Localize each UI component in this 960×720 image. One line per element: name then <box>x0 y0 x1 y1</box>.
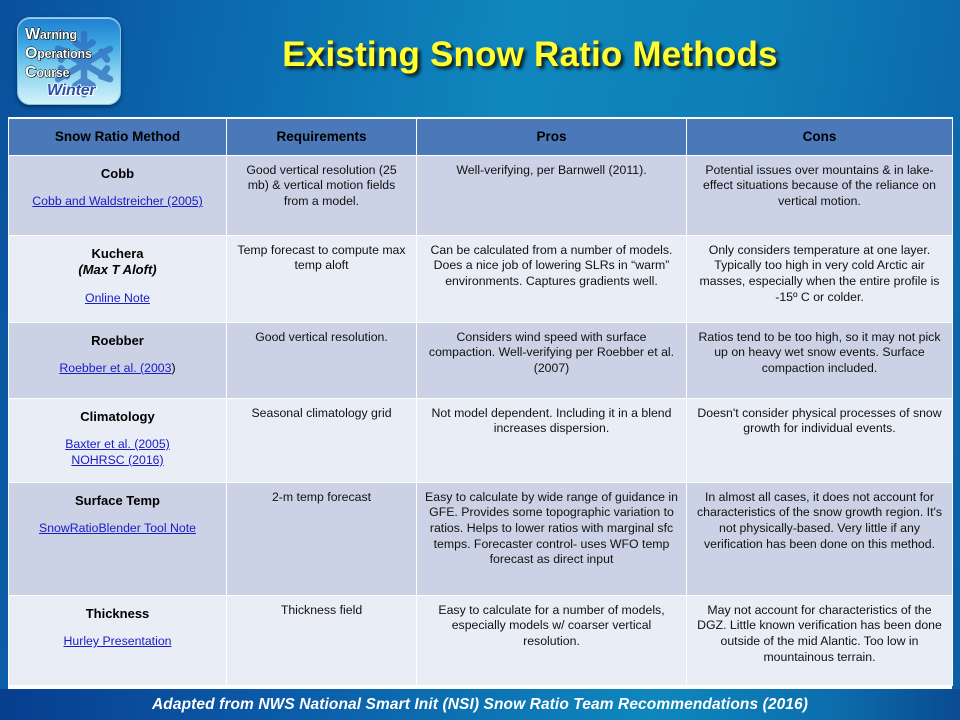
cell-method <box>9 322 227 398</box>
cell-cons: In almost all cases, it does not account for characteristics of the snow growth region. It's not physically-based. Very little if any verification has been done on this method. <box>687 482 953 595</box>
page-title: Existing Snow Ratio Methods <box>282 35 778 74</box>
method-links <box>17 194 218 210</box>
cell-requirements: 2-m temp forecast <box>227 482 417 595</box>
method-name: Cobb <box>100 165 135 181</box>
cell-method <box>9 235 227 322</box>
table-row <box>9 398 953 482</box>
method-links <box>17 521 218 537</box>
cell-pros: Can be calculated from a number of models. Does a nice job of lowering SLRs in “warm” environments. Captures gradients well. <box>417 235 687 322</box>
method-reference-link[interactable]: SnowRatioBlender Tool Note <box>39 521 196 536</box>
logo-wordmark <box>25 24 117 102</box>
column-header-pros: Pros <box>417 118 687 155</box>
column-header-cons: Cons <box>687 118 953 155</box>
cell-requirements: Good vertical resolution. <box>227 322 417 398</box>
logo-line-operations: Operations <box>25 45 92 62</box>
column-header-method: Snow Ratio Method <box>9 118 227 155</box>
slide-header <box>0 0 960 112</box>
cell-method <box>9 398 227 482</box>
cell-cons: Potential issues over mountains & in lake-effect situations because of the reliance on vertical motion. <box>687 155 953 235</box>
method-links <box>17 437 218 468</box>
method-name: Roebber <box>91 332 144 348</box>
method-reference-link[interactable]: NOHRSC (2016) <box>71 452 164 467</box>
table-row <box>9 155 953 235</box>
slide-footer <box>0 689 960 720</box>
cell-cons: Only considers temperature at one layer. Typically too high in very cold Arctic air masses, especially when the entire profile is -15º C or colder. <box>687 235 953 322</box>
table-row <box>9 482 953 595</box>
cell-requirements: Seasonal climatology grid <box>227 398 417 482</box>
cell-pros: Not model dependent. Including it in a blend increases dispersion. <box>417 398 687 482</box>
snow-ratio-methods-table <box>8 117 953 686</box>
method-name: Surface Temp <box>74 492 160 508</box>
method-reference-link[interactable]: Baxter et al. (2005) <box>65 437 170 452</box>
woc-winter-logo <box>17 17 121 105</box>
cell-requirements: Temp forecast to compute max temp aloft <box>227 235 417 322</box>
cell-requirements: Good vertical resolution (25 mb) & vertical motion fields from a model. <box>227 155 417 235</box>
column-header-requirements: Requirements <box>227 118 417 155</box>
cell-cons: May not account for characteristics of the DGZ. Little known verification has been done outside of the mid Alantic. Too low in mountainous terrain. <box>687 595 953 685</box>
cell-cons: Doesn't consider physical processes of snow growth for individual events. <box>687 398 953 482</box>
cell-method <box>9 155 227 235</box>
link-suffix: ) <box>171 361 176 376</box>
cell-pros: Considers wind speed with surface compaction. Well-verifying per Roebber et al. (2007) <box>417 322 687 398</box>
cell-method <box>9 482 227 595</box>
table-header-row <box>9 118 953 155</box>
cell-cons: Ratios tend to be too high, so it may not pick up on heavy wet snow events. Surface compaction included. <box>687 322 953 398</box>
logo-line-course: Course <box>25 64 70 81</box>
method-reference-link[interactable]: Online Note <box>85 290 150 305</box>
footer-attribution: Adapted from NWS National Smart Init (NSI) Snow Ratio Team Recommendations (2016) <box>151 695 809 713</box>
method-reference-link[interactable]: Cobb and Waldstreicher (2005) <box>32 194 203 209</box>
cell-method <box>9 595 227 685</box>
method-name: Climatology <box>80 408 155 424</box>
method-subtitle: (Max T Aloft) <box>78 262 157 278</box>
method-links <box>17 361 218 377</box>
method-name: Thickness <box>85 605 150 621</box>
table-row <box>9 235 953 322</box>
logo-line-winter: Winter <box>47 82 96 99</box>
cell-pros: Easy to calculate for a number of models, especially models w/ coarser vertical resolution. <box>417 595 687 685</box>
cell-pros: Easy to calculate by wide range of guidance in GFE. Provides some topographic variation to ratios. Helps to lower ratios with marginal sfc temps. Forecaster control- uses WFO temp forecast as direct input <box>417 482 687 595</box>
method-links <box>17 634 218 650</box>
snow-ratio-methods-table-wrap <box>8 117 952 689</box>
cell-pros: Well-verifying, per Barnwell (2011). <box>417 155 687 235</box>
method-reference-link[interactable]: Hurley Presentation <box>63 634 172 649</box>
table-row <box>9 322 953 398</box>
table-row <box>9 595 953 685</box>
method-reference-link[interactable]: Roebber et al. (2003 <box>59 361 172 376</box>
table-body <box>9 155 953 685</box>
method-name: Kuchera <box>91 245 144 261</box>
logo-line-warning: Warning <box>25 26 77 43</box>
cell-requirements: Thickness field <box>227 595 417 685</box>
method-links <box>17 291 218 307</box>
